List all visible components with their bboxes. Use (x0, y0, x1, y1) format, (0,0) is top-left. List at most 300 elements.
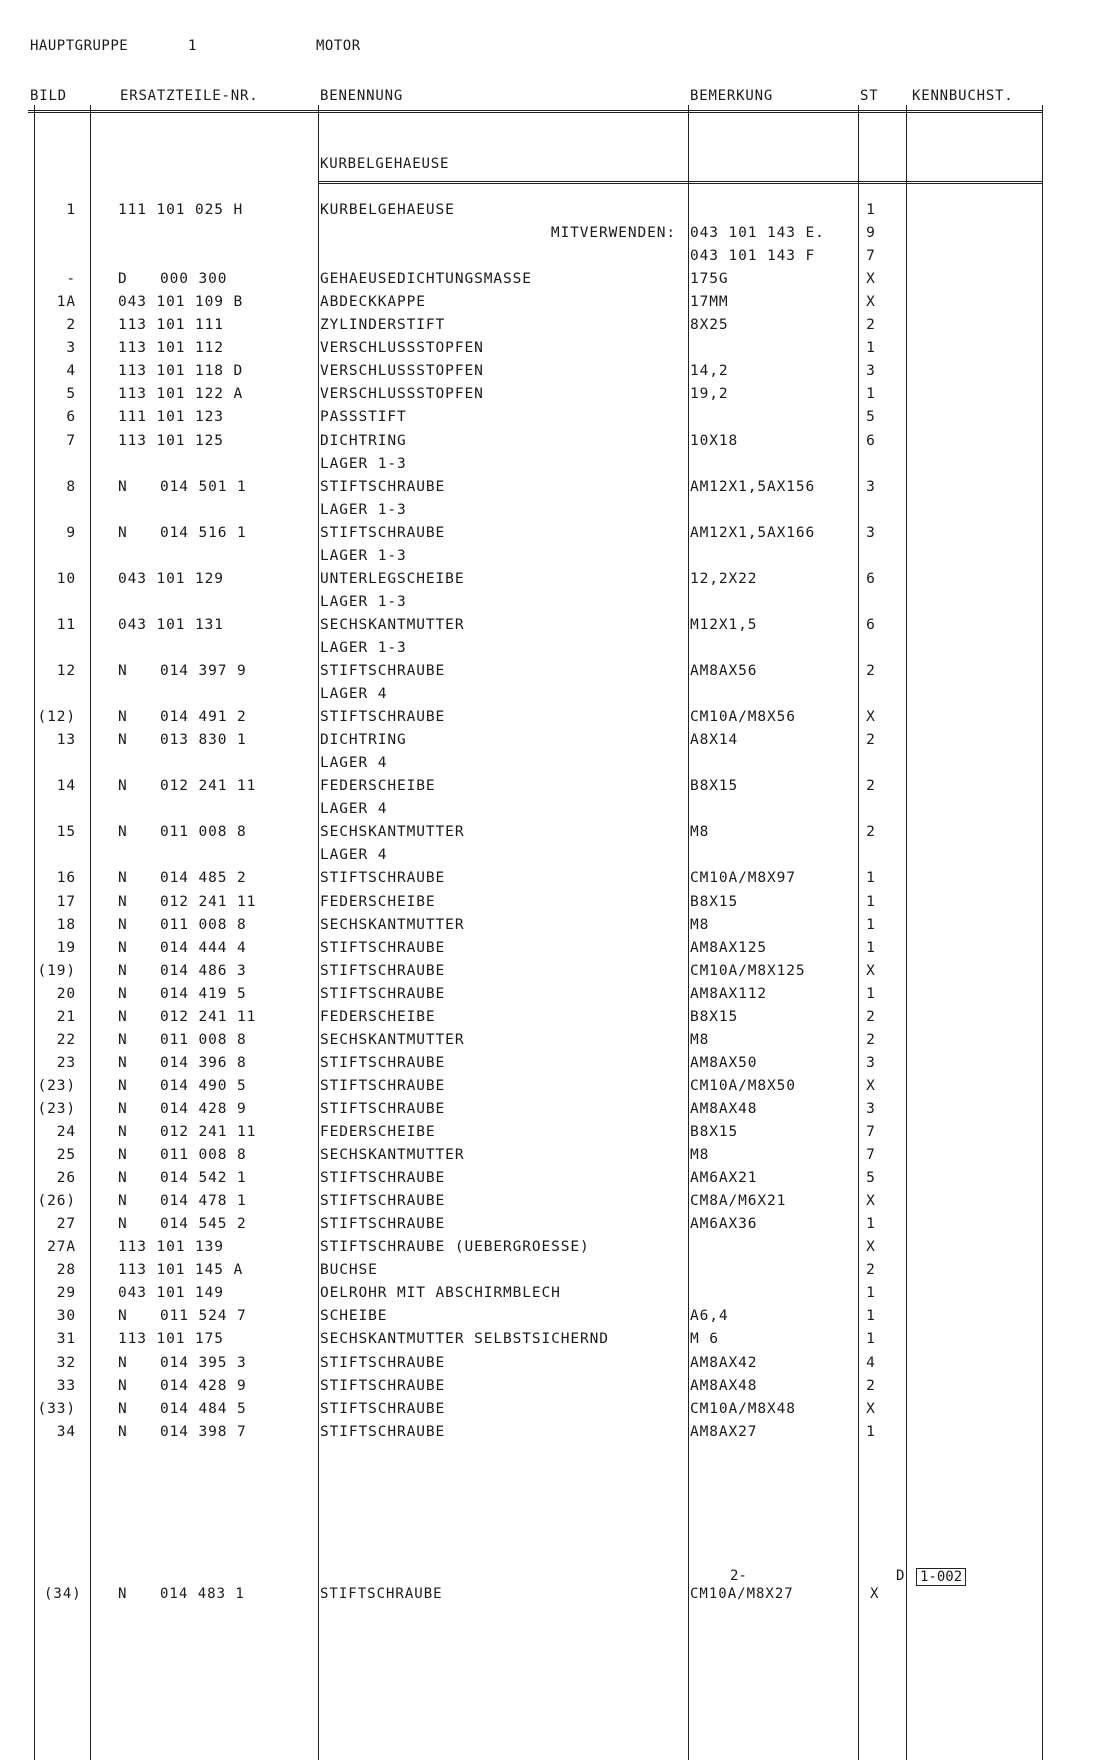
spill-bild: (34) (44, 1586, 82, 1602)
table-row (0, 709, 1104, 732)
cell-name: STIFTSCHRAUBE (320, 939, 446, 956)
cell-remark: 043 101 143 F (690, 248, 816, 265)
cell-qty: 1 (866, 916, 876, 933)
cell-n-flag: N (118, 709, 128, 726)
cell-name: STIFTSCHRAUBE (320, 870, 446, 887)
cell-remark: AM8AX48 (690, 1377, 758, 1394)
cell-remark: B8X15 (690, 778, 739, 795)
cell-qty: 1 (866, 1423, 876, 1440)
cell-remark: M8 (690, 916, 710, 933)
table-row (0, 1078, 1104, 1101)
table-row (0, 294, 1104, 317)
cell-qty: X (866, 294, 876, 311)
table-row (0, 1055, 1104, 1078)
cell-part-no: 012 241 11 (160, 1008, 257, 1025)
cell-name: LAGER 1-3 (320, 455, 407, 472)
cell-bild: 12 (56, 663, 76, 679)
cell-name: STIFTSCHRAUBE (320, 1377, 446, 1394)
cell-name: FEDERSCHEIBE (320, 893, 436, 910)
cell-part-no: 014 395 3 (160, 1354, 247, 1371)
cell-remark: AM8AX50 (690, 1054, 758, 1071)
cell-bild: 1A (56, 294, 76, 311)
cell-name: FEDERSCHEIBE (320, 1124, 436, 1140)
cell-qty: 6 (866, 432, 876, 449)
cell-bild: (33) (37, 1400, 76, 1417)
cell-bild: - (66, 271, 76, 288)
cell-part-no: 012 241 11 (160, 1124, 257, 1140)
cell-qty: 2 (866, 663, 876, 679)
cell-qty: 2 (866, 1262, 876, 1279)
cell-part-no: 014 485 2 (160, 870, 247, 887)
cell-qty: 2 (866, 1008, 876, 1025)
cell-n-flag: N (118, 1170, 128, 1187)
cell-part-no: 113 101 122 A (118, 386, 244, 403)
spill-part: 014 483 1 (160, 1586, 245, 1602)
cell-n-flag: N (118, 524, 128, 541)
cell-remark: A8X14 (690, 732, 739, 749)
cell-n-flag: N (118, 1100, 128, 1117)
cell-name: SECHSKANTMUTTER SELBSTSICHERND (320, 1331, 609, 1348)
cell-name: STIFTSCHRAUBE (320, 524, 446, 541)
table-row (0, 225, 1104, 248)
cell-qty: 1 (866, 1308, 876, 1325)
cell-part-no: 113 101 112 (118, 340, 224, 357)
table-row (0, 686, 1104, 709)
cell-remark: B8X15 (690, 1124, 739, 1140)
group-number: 1 (188, 38, 197, 54)
cell-remark: AM8AX42 (690, 1354, 758, 1371)
cell-qty: 9 (866, 225, 876, 242)
cell-remark: AM12X1,5AX156 (690, 478, 816, 495)
table-row (0, 1262, 1104, 1285)
cell-remark: 19,2 (690, 386, 729, 403)
cell-bild: 15 (56, 824, 76, 841)
cell-n-flag: N (118, 1400, 128, 1417)
cell-bild: 9 (66, 524, 76, 541)
cell-remark: M12X1,5 (690, 616, 758, 633)
cell-name: KURBELGEHAEUSE (320, 202, 455, 218)
table-row (0, 986, 1104, 1009)
cell-qty: X (866, 1400, 876, 1417)
cell-remark: CM10A/M8X56 (690, 709, 796, 726)
cell-part-no: 113 101 145 A (118, 1262, 244, 1279)
col-header-part-no: ERSATZTEILE-NR. (120, 88, 259, 104)
cell-part-no: 014 478 1 (160, 1193, 247, 1210)
cell-qty: X (866, 709, 876, 726)
cell-qty: 1 (866, 939, 876, 956)
cell-part-no: 014 490 5 (160, 1077, 247, 1094)
cell-name: STIFTSCHRAUBE (320, 962, 446, 979)
cell-name: UNTERLEGSCHEIBE (320, 570, 465, 587)
cell-part-no: 011 008 8 (160, 1147, 247, 1164)
cell-name: FEDERSCHEIBE (320, 778, 436, 795)
table-row (0, 640, 1104, 663)
cell-qty: 2 (866, 317, 876, 334)
cell-qty: 5 (866, 409, 876, 426)
cell-remark: 10X18 (690, 432, 739, 449)
table-row (0, 1308, 1104, 1331)
table-row (0, 271, 1104, 294)
cell-n-flag: N (118, 824, 128, 841)
cell-bild: (12) (37, 709, 76, 726)
cell-bild: 26 (56, 1170, 76, 1187)
cell-part-no: 113 101 139 (118, 1239, 224, 1256)
cell-qty: 1 (866, 1285, 876, 1302)
cell-n-flag: N (118, 916, 128, 933)
cell-name: SECHSKANTMUTTER (320, 1031, 465, 1048)
cell-part-no: 000 300 (160, 271, 228, 288)
cell-part-no: 043 101 129 (118, 570, 224, 587)
cell-qty: 3 (866, 524, 876, 541)
table-row (0, 571, 1104, 594)
cell-bild: 25 (56, 1147, 76, 1164)
table-row (0, 202, 1104, 225)
col-header-qty: ST (860, 88, 879, 104)
table-row (0, 1147, 1104, 1170)
table-row (0, 1378, 1104, 1401)
cell-bild: 11 (56, 616, 76, 633)
table-row (0, 548, 1104, 571)
cell-bild: 2 (66, 317, 76, 334)
cell-name: LAGER 4 (320, 755, 388, 772)
cell-bild: 14 (56, 778, 76, 795)
cell-bild: 20 (56, 985, 76, 1002)
cell-bild: 34 (56, 1423, 76, 1440)
cell-bild: 33 (56, 1377, 76, 1394)
cell-n-flag: N (118, 1031, 128, 1048)
cell-part-no: 043 101 149 (118, 1285, 224, 1302)
cell-n-flag: N (118, 1193, 128, 1210)
cell-part-no: 014 397 9 (160, 663, 247, 679)
cell-remark: CM10A/M8X125 (690, 962, 806, 979)
cell-qty: 7 (866, 1124, 876, 1140)
table-row (0, 1401, 1104, 1424)
table-row (0, 870, 1104, 893)
cell-name: VERSCHLUSSSTOPFEN (320, 340, 484, 357)
table-row (0, 1239, 1104, 1262)
cell-part-no: 111 101 025 H (118, 202, 244, 218)
table-row (0, 732, 1104, 755)
cell-bild: 17 (56, 893, 76, 910)
spill-remark: CM10A/M8X27 (690, 1586, 794, 1602)
cell-qty: X (866, 962, 876, 979)
cell-part-no: 013 830 1 (160, 732, 247, 749)
cell-remark: AM12X1,5AX166 (690, 524, 816, 541)
group-name: MOTOR (316, 38, 361, 54)
cell-n-flag: N (118, 1008, 128, 1025)
cell-bild: 13 (56, 732, 76, 749)
table-row (0, 594, 1104, 617)
cell-part-no: 014 542 1 (160, 1170, 247, 1187)
cell-name: STIFTSCHRAUBE (320, 1193, 446, 1210)
col-header-bild: BILD (30, 88, 67, 104)
cell-qty: 7 (866, 1147, 876, 1164)
table-row (0, 963, 1104, 986)
cell-qty: 6 (866, 570, 876, 587)
cell-name: LAGER 1-3 (320, 639, 407, 656)
cell-name: FEDERSCHEIBE (320, 1008, 436, 1025)
cell-bild: 16 (56, 870, 76, 887)
table-row (0, 801, 1104, 824)
cell-n-flag: N (118, 870, 128, 887)
cell-qty: 3 (866, 478, 876, 495)
cell-part-no: 014 428 9 (160, 1377, 247, 1394)
section-title: KURBELGEHAEUSE (320, 156, 450, 172)
table-row (0, 363, 1104, 386)
cell-remark: M8 (690, 1031, 710, 1048)
cell-name: SECHSKANTMUTTER (320, 616, 465, 633)
cell-bild: 30 (56, 1308, 76, 1325)
cell-n-flag: N (118, 732, 128, 749)
table-row (0, 1355, 1104, 1378)
cell-bild: 24 (56, 1124, 76, 1140)
cell-name: LAGER 4 (320, 847, 388, 864)
cell-qty: 3 (866, 1054, 876, 1071)
cell-remark: M8 (690, 824, 710, 841)
cell-bild: 18 (56, 916, 76, 933)
cell-remark: A6,4 (690, 1308, 729, 1325)
cell-qty: X (866, 1077, 876, 1094)
table-row (0, 1285, 1104, 1308)
cell-part-no: 012 241 11 (160, 893, 257, 910)
cell-part-no: 014 491 2 (160, 709, 247, 726)
cell-qty: 1 (866, 202, 876, 218)
footer-prefix: D (896, 1568, 905, 1584)
table-row (0, 502, 1104, 525)
table-row (0, 433, 1104, 456)
table-row (0, 1193, 1104, 1216)
cell-name: STIFTSCHRAUBE (320, 985, 446, 1002)
cell-bild: 1 (66, 202, 76, 218)
cell-qty: 2 (866, 1377, 876, 1394)
cell-bild: 31 (56, 1331, 76, 1348)
group-label: HAUPTGRUPPE (30, 38, 129, 54)
cell-name: LAGER 1-3 (320, 547, 407, 564)
cell-part-no: 014 444 4 (160, 939, 247, 956)
table-row (0, 479, 1104, 502)
cell-qty: 3 (866, 1100, 876, 1117)
cell-part-no: 113 101 125 (118, 432, 224, 449)
cell-bild: 23 (56, 1054, 76, 1071)
cell-part-no: 011 008 8 (160, 1031, 247, 1048)
cell-name: STIFTSCHRAUBE (320, 1400, 446, 1417)
cell-remark: 175G (690, 271, 729, 288)
cell-n-flag: N (118, 1216, 128, 1233)
cell-part-no: 014 396 8 (160, 1054, 247, 1071)
cell-name: BUCHSE (320, 1262, 378, 1279)
cell-qty: 2 (866, 732, 876, 749)
cell-bild: 5 (66, 386, 76, 403)
cell-name: LAGER 4 (320, 686, 388, 703)
cell-remark: CM10A/M8X48 (690, 1400, 796, 1417)
cell-n-flag: N (118, 985, 128, 1002)
cell-bild: (23) (37, 1077, 76, 1094)
cell-qty: 1 (866, 340, 876, 357)
cell-qty: 1 (866, 985, 876, 1002)
cell-mitverwenden: MITVERWENDEN: (550, 225, 676, 242)
cell-name: STIFTSCHRAUBE (320, 1054, 446, 1071)
cell-qty: 1 (866, 1216, 876, 1233)
cell-qty: 3 (866, 363, 876, 380)
cell-part-no: 014 516 1 (160, 524, 247, 541)
cell-name: STIFTSCHRAUBE (320, 1077, 446, 1094)
cell-n-flag: N (118, 962, 128, 979)
cell-remark: M 6 (690, 1331, 719, 1348)
cell-n-flag: N (118, 1124, 128, 1140)
table-row (0, 1009, 1104, 1032)
cell-bild: 7 (66, 432, 76, 449)
cell-bild: 3 (66, 340, 76, 357)
cell-name: STIFTSCHRAUBE (320, 709, 446, 726)
cell-remark: M8 (690, 1147, 710, 1164)
cell-part-no: 113 101 175 (118, 1331, 224, 1348)
table-row (0, 248, 1104, 271)
cell-remark: AM8AX112 (690, 985, 768, 1002)
cell-n-flag: N (118, 478, 128, 495)
cell-part-no: 014 486 3 (160, 962, 247, 979)
table-row (0, 317, 1104, 340)
cell-part-no: 011 524 7 (160, 1308, 247, 1325)
cell-part-no: 014 428 9 (160, 1100, 247, 1117)
cell-n-flag: N (118, 1077, 128, 1094)
footer-ref: 1-002 (916, 1568, 966, 1586)
cell-name: STIFTSCHRAUBE (320, 1216, 446, 1233)
cell-bild: 6 (66, 409, 76, 426)
table-row (0, 1331, 1104, 1354)
table-row (0, 1124, 1104, 1147)
cell-bild: 29 (56, 1285, 76, 1302)
section-rule (318, 181, 1042, 184)
cell-n-flag: N (118, 1308, 128, 1325)
cell-part-no: 113 101 118 D (118, 363, 244, 380)
cell-part-no: 014 484 5 (160, 1400, 247, 1417)
cell-remark: AM6AX36 (690, 1216, 758, 1233)
table-row (0, 663, 1104, 686)
table-row (0, 824, 1104, 847)
cell-remark: AM6AX21 (690, 1170, 758, 1187)
cell-remark: 12,2X22 (690, 570, 758, 587)
cell-qty: 1 (866, 870, 876, 887)
table-row (0, 755, 1104, 778)
cell-bild: (26) (37, 1193, 76, 1210)
table-row (0, 409, 1104, 432)
cell-qty: 5 (866, 1170, 876, 1187)
cell-name: STIFTSCHRAUBE (320, 478, 446, 495)
table-row (0, 1216, 1104, 1239)
cell-part-no: 012 241 11 (160, 778, 257, 795)
cell-name: ABDECKKAPPE (320, 294, 426, 311)
table-row (0, 1101, 1104, 1124)
spill-n: N (118, 1586, 128, 1602)
cell-remark: 14,2 (690, 363, 729, 380)
cell-qty: X (866, 1239, 876, 1256)
col-header-name: BENENNUNG (320, 88, 404, 104)
cell-qty: 2 (866, 1031, 876, 1048)
table-row (0, 917, 1104, 940)
cell-name: PASSSTIFT (320, 409, 407, 426)
cell-name: ZYLINDERSTIFT (320, 317, 446, 334)
table-row (0, 778, 1104, 801)
cell-name: LAGER 4 (320, 801, 388, 818)
cell-bild: 27 (56, 1216, 76, 1233)
cell-qty: 4 (866, 1354, 876, 1371)
cell-part-no: 014 419 5 (160, 985, 247, 1002)
cell-remark: AM8AX56 (690, 663, 758, 679)
cell-qty: X (866, 1193, 876, 1210)
cell-qty: X (866, 271, 876, 288)
cell-remark: 17MM (690, 294, 729, 311)
cell-n-flag: N (118, 939, 128, 956)
cell-part-no: 113 101 111 (118, 317, 224, 334)
cell-bild: 27A (47, 1239, 76, 1256)
cell-name: STIFTSCHRAUBE (320, 1354, 446, 1371)
cell-n-flag: N (118, 1423, 128, 1440)
cell-qty: 1 (866, 1331, 876, 1348)
cell-name: GEHAEUSEDICHTUNGSMASSE (320, 271, 532, 288)
cell-name: LAGER 1-3 (320, 593, 407, 610)
cell-name: OELROHR MIT ABSCHIRMBLECH (320, 1285, 561, 1302)
table-row (0, 894, 1104, 917)
cell-bild: 28 (56, 1262, 76, 1279)
cell-qty: 1 (866, 386, 876, 403)
table-row (0, 1170, 1104, 1193)
cell-name: VERSCHLUSSSTOPFEN (320, 386, 484, 403)
cell-part-no: 014 545 2 (160, 1216, 247, 1233)
cell-name: LAGER 1-3 (320, 501, 407, 518)
cell-n-flag: N (118, 1354, 128, 1371)
cell-remark: AM8AX27 (690, 1423, 758, 1440)
table-row (0, 340, 1104, 363)
cell-bild: 21 (56, 1008, 76, 1025)
cell-remark: B8X15 (690, 893, 739, 910)
cell-n-flag: D (118, 271, 128, 288)
cell-bild: 22 (56, 1031, 76, 1048)
cell-qty: 2 (866, 778, 876, 795)
cell-name: DICHTRING (320, 432, 407, 449)
table-row (0, 617, 1104, 640)
cell-remark: CM10A/M8X50 (690, 1077, 796, 1094)
cell-qty: 7 (866, 248, 876, 265)
cell-name: SECHSKANTMUTTER (320, 824, 465, 841)
cell-remark: AM8AX125 (690, 939, 768, 956)
cell-remark: 043 101 143 E. (690, 225, 825, 242)
cell-qty: 6 (866, 616, 876, 633)
footer-page: 2- (730, 1568, 747, 1584)
cell-qty: 2 (866, 824, 876, 841)
cell-n-flag: N (118, 778, 128, 795)
cell-name: SCHEIBE (320, 1308, 388, 1325)
cell-name: STIFTSCHRAUBE (320, 1100, 446, 1117)
cell-part-no: 014 398 7 (160, 1423, 247, 1440)
table-row (0, 1424, 1104, 1447)
cell-bild: 19 (56, 939, 76, 956)
cell-name: STIFTSCHRAUBE (UEBERGROESSE) (320, 1239, 590, 1256)
cell-n-flag: N (118, 663, 128, 679)
cell-part-no: 043 101 109 B (118, 294, 244, 311)
table-row (0, 525, 1104, 548)
cell-name: STIFTSCHRAUBE (320, 1170, 446, 1187)
cell-bild: 10 (56, 570, 76, 587)
cell-n-flag: N (118, 1377, 128, 1394)
cell-remark: 8X25 (690, 317, 729, 334)
cell-part-no: 043 101 131 (118, 616, 224, 633)
cell-n-flag: N (118, 1147, 128, 1164)
spill-name: STIFTSCHRAUBE (320, 1586, 443, 1602)
cell-part-no: 011 008 8 (160, 916, 247, 933)
cell-name: SECHSKANTMUTTER (320, 916, 465, 933)
cell-n-flag: N (118, 1054, 128, 1071)
cell-part-no: 111 101 123 (118, 409, 224, 426)
